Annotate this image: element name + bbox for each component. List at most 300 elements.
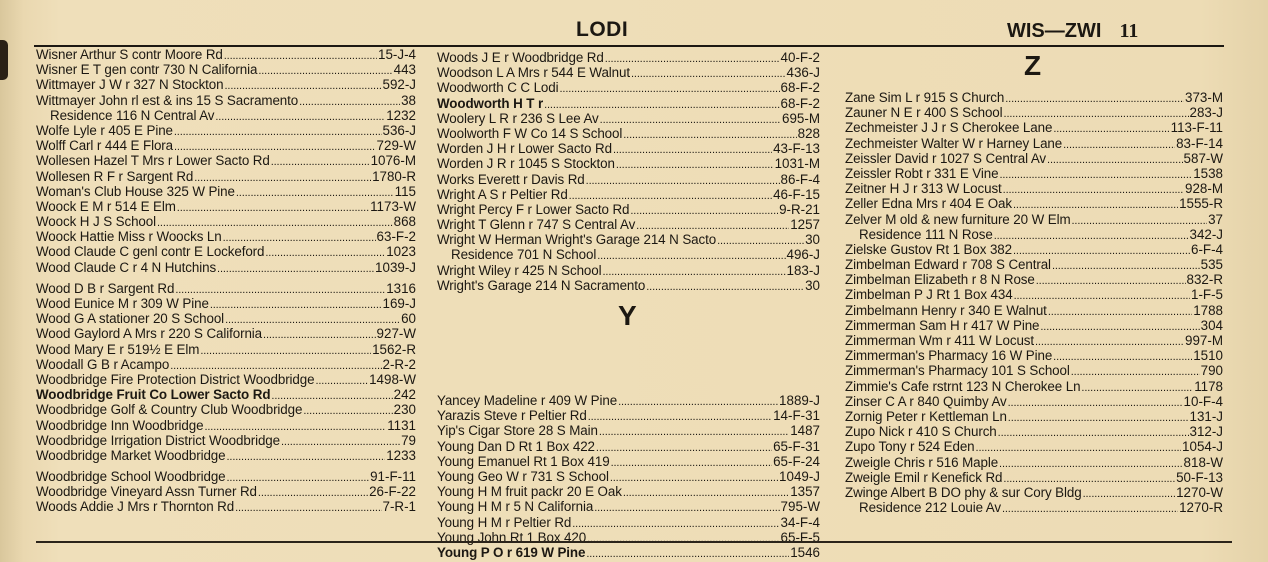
leader-dots bbox=[281, 433, 400, 448]
directory-entry bbox=[845, 409, 1223, 424]
directory-entry bbox=[437, 484, 820, 499]
leader-dots bbox=[596, 439, 772, 454]
entry-phone: 230 bbox=[393, 402, 416, 418]
directory-entry bbox=[437, 50, 820, 65]
directory-entry-residence bbox=[36, 108, 416, 123]
directory-entry bbox=[437, 232, 820, 247]
entry-name: Zimbelman Edward r 708 S Central bbox=[845, 257, 1051, 273]
entry-phone: 496-J bbox=[786, 247, 820, 263]
entry-name: Woodbridge Inn Woodbridge bbox=[36, 417, 204, 433]
entry-name: Woodson L A Mrs r 544 E Walnut bbox=[437, 65, 630, 81]
directory-entry bbox=[437, 126, 820, 141]
directory-column-3 bbox=[845, 90, 1223, 515]
leader-dots bbox=[1072, 212, 1208, 227]
entry-name: Woodbridge School Woodbridge bbox=[36, 469, 226, 485]
footer-rule bbox=[36, 541, 1232, 543]
directory-entry bbox=[437, 111, 820, 126]
entry-name: Woodbridge Irrigation District Woodbridge bbox=[36, 432, 280, 448]
directory-entry bbox=[36, 372, 416, 387]
leader-dots bbox=[224, 47, 377, 62]
leader-dots bbox=[1081, 379, 1193, 394]
section-letter-z: Z bbox=[1024, 50, 1042, 81]
entry-phone: 86-F-4 bbox=[780, 171, 820, 187]
entry-phone: 997-M bbox=[1185, 333, 1223, 348]
leader-dots bbox=[1052, 257, 1200, 272]
directory-entry bbox=[437, 545, 820, 560]
entry-name: Wright T Glenn r 747 S Central Av bbox=[437, 217, 636, 233]
entry-name: Residence 701 N School bbox=[451, 247, 597, 263]
entry-phone: 536-J bbox=[382, 122, 416, 138]
entry-name: Young Dan D Rt 1 Box 422 bbox=[437, 438, 595, 454]
leader-dots bbox=[227, 448, 386, 463]
page-number: 11 bbox=[1119, 20, 1139, 42]
entry-phone: 443 bbox=[393, 62, 416, 78]
leader-dots bbox=[597, 247, 785, 262]
entry-phone: 927-W bbox=[376, 326, 416, 342]
directory-entry bbox=[845, 348, 1223, 363]
directory-entry bbox=[437, 469, 820, 484]
entry-name: Zeitner H J r 313 W Locust bbox=[845, 181, 1002, 197]
leader-dots bbox=[217, 260, 374, 275]
leader-dots bbox=[999, 455, 1183, 470]
entry-phone: 14-F-31 bbox=[773, 408, 820, 424]
entry-phone: 1270-R bbox=[1179, 500, 1223, 516]
entry-name: Zeller Edna Mrs r 404 E Oak bbox=[845, 196, 1012, 212]
entry-name: Woock E M r 514 E Elm bbox=[36, 198, 176, 214]
directory-entry bbox=[437, 393, 820, 408]
leader-dots bbox=[994, 227, 1189, 242]
directory-entry bbox=[845, 151, 1223, 166]
entry-phone: 304 bbox=[1200, 317, 1223, 333]
entry-phone: 342-J bbox=[1189, 226, 1223, 242]
entry-name: Residence 111 N Rose bbox=[859, 226, 993, 242]
entry-phone: 1257 bbox=[790, 217, 820, 233]
entry-phone: 1510 bbox=[1193, 348, 1223, 364]
entry-name: Residence 116 N Central Av bbox=[50, 107, 215, 123]
entry-phone: 30 bbox=[805, 277, 820, 293]
entry-name: Zeissler David r 1027 S Central Av bbox=[845, 150, 1047, 166]
directory-entry bbox=[36, 433, 416, 448]
entry-name: Yancey Madeline r 409 W Pine bbox=[437, 393, 618, 408]
leader-dots bbox=[265, 244, 385, 259]
entry-name: Zielske Gustov Rt 1 Box 382 bbox=[845, 241, 1012, 257]
directory-entry bbox=[36, 469, 416, 484]
page-header-range-text: WIS—ZWI bbox=[1007, 20, 1102, 42]
entry-phone: 113-F-11 bbox=[1170, 120, 1223, 136]
entry-name: Woodbridge Golf & Country Club Woodbridge bbox=[36, 402, 303, 418]
leader-dots bbox=[1008, 394, 1183, 409]
entry-name: Woodworth C C Lodi bbox=[437, 80, 559, 96]
entry-phone: 37 bbox=[1208, 211, 1223, 227]
leader-dots bbox=[271, 387, 392, 402]
entry-phone: 38 bbox=[401, 92, 416, 108]
entry-phone: 535 bbox=[1200, 257, 1223, 273]
entry-phone: 1039-J bbox=[375, 259, 416, 275]
leader-dots bbox=[588, 408, 772, 423]
entry-phone: 373-M bbox=[1185, 90, 1223, 105]
leader-dots bbox=[1013, 196, 1178, 211]
leader-dots bbox=[1053, 120, 1169, 135]
leader-dots bbox=[315, 372, 368, 387]
directory-entry bbox=[36, 62, 416, 77]
directory-entry bbox=[437, 96, 820, 111]
directory-entry bbox=[437, 278, 820, 293]
entry-phone: 46-F-15 bbox=[773, 186, 820, 202]
directory-entry bbox=[36, 153, 416, 168]
entry-name: Wood Mary E r 519½ E Elm bbox=[36, 341, 200, 357]
entry-name: Young H M r 5 N California bbox=[437, 499, 594, 515]
leader-dots bbox=[170, 357, 381, 372]
entry-phone: 1498-W bbox=[369, 371, 416, 387]
leader-dots bbox=[1048, 303, 1192, 318]
entry-name: Wisner Arthur S contr Moore Rd bbox=[36, 47, 223, 62]
directory-entry bbox=[437, 65, 820, 80]
page-header-range bbox=[1007, 20, 1138, 43]
leader-dots bbox=[1004, 105, 1189, 120]
directory-entry bbox=[437, 454, 820, 469]
entry-phone: 1788 bbox=[1193, 302, 1223, 318]
leader-dots bbox=[618, 393, 778, 408]
leader-dots bbox=[1002, 500, 1178, 515]
entry-name: Zelver M old & new furniture 20 W Elm bbox=[845, 211, 1071, 227]
directory-entry bbox=[36, 326, 416, 341]
directory-entry bbox=[437, 187, 820, 202]
entry-name: Zornig Peter r Kettleman Ln bbox=[845, 408, 1007, 424]
leader-dots bbox=[1083, 485, 1176, 500]
directory-entry bbox=[845, 257, 1223, 272]
leader-dots bbox=[1003, 181, 1184, 196]
entry-name: Woodbridge Vineyard Assn Turner Rd bbox=[36, 484, 257, 500]
leader-dots bbox=[174, 123, 382, 138]
entry-name: Wollesen Hazel T Mrs r Lower Sacto Rd bbox=[36, 153, 270, 169]
leader-dots bbox=[1008, 409, 1189, 424]
entry-phone: 1049-J bbox=[779, 468, 820, 484]
directory-entry bbox=[437, 423, 820, 438]
entry-name: Wittmayer John rl est & ins 15 S Sacramento bbox=[36, 92, 299, 108]
directory-column-1 bbox=[36, 47, 416, 515]
entry-name: Zinser C A r 840 Quimby Av bbox=[845, 393, 1007, 409]
directory-entry bbox=[36, 138, 416, 153]
entry-phone: 1023 bbox=[386, 244, 416, 260]
entry-phone: 1538 bbox=[1193, 165, 1223, 181]
directory-entry bbox=[845, 272, 1223, 287]
leader-dots bbox=[258, 62, 392, 77]
leader-dots bbox=[227, 469, 370, 484]
entry-name: Worden J R r 1045 S Stockton bbox=[437, 156, 615, 172]
directory-entry bbox=[845, 379, 1223, 394]
entry-name: Wittmayer J W r 327 N Stockton bbox=[36, 77, 224, 93]
directory-entry bbox=[36, 214, 416, 229]
leader-dots bbox=[623, 126, 796, 141]
entry-phone: 242 bbox=[393, 387, 416, 403]
entry-name: Zupo Tony r 524 Eden bbox=[845, 439, 975, 455]
directory-entry bbox=[437, 80, 820, 95]
leader-dots bbox=[605, 50, 780, 65]
entry-name: Young Emanuel Rt 1 Box 419 bbox=[437, 453, 610, 469]
entry-phone: 9-R-21 bbox=[779, 201, 820, 217]
entry-name: Zupo Nick r 410 S Church bbox=[845, 424, 997, 440]
leader-dots bbox=[1013, 242, 1190, 257]
entry-phone: 1178 bbox=[1194, 378, 1223, 394]
entry-phone: 1233 bbox=[386, 447, 416, 463]
directory-entry bbox=[437, 515, 820, 530]
entry-phone: 1173-W bbox=[370, 198, 416, 214]
entry-name: Young P O r 619 W Pine bbox=[437, 544, 586, 560]
entry-phone: 183-J bbox=[786, 262, 820, 278]
directory-entry bbox=[845, 181, 1223, 196]
entry-phone: 436-J bbox=[786, 65, 820, 81]
entry-name: Woolery L R r 236 S Lee Av bbox=[437, 110, 599, 126]
directory-entry bbox=[36, 260, 416, 275]
entry-name: Wright A S r Peltier Rd bbox=[437, 186, 568, 202]
entry-name: Yip's Cigar Store 28 S Main bbox=[437, 423, 598, 439]
leader-dots bbox=[215, 108, 385, 123]
leader-dots bbox=[630, 202, 778, 217]
leader-dots bbox=[225, 311, 400, 326]
entry-phone: 26-F-22 bbox=[369, 484, 416, 500]
entry-phone: 1562-R bbox=[372, 341, 416, 357]
entry-name: Residence 212 Louie Av bbox=[859, 500, 1001, 516]
leader-dots bbox=[636, 217, 789, 232]
entry-name: Woock H J S School bbox=[36, 214, 157, 230]
entry-name: Wollesen R F r Sargent Rd bbox=[36, 168, 194, 184]
entry-phone: 1-F-5 bbox=[1191, 287, 1223, 303]
entry-phone: 868 bbox=[393, 214, 416, 230]
directory-entry bbox=[36, 184, 416, 199]
entry-name: Worden J H r Lower Sacto Rd bbox=[437, 141, 612, 157]
entry-name: Wood D B r Sargent Rd bbox=[36, 280, 175, 296]
directory-entry bbox=[36, 169, 416, 184]
entry-phone: 65-F-24 bbox=[773, 453, 820, 469]
entry-name: Woman's Club House 325 W Pine bbox=[36, 183, 235, 199]
leader-dots bbox=[263, 326, 376, 341]
leader-dots bbox=[200, 342, 371, 357]
entry-name: Wright Wiley r 425 N School bbox=[437, 262, 602, 278]
leader-dots bbox=[1063, 136, 1175, 151]
entry-phone: 40-F-2 bbox=[780, 50, 820, 65]
directory-entry bbox=[36, 281, 416, 296]
leader-dots bbox=[544, 96, 779, 111]
directory-entry bbox=[36, 484, 416, 499]
directory-entry bbox=[845, 394, 1223, 409]
leader-dots bbox=[1005, 90, 1184, 105]
entry-phone: 65-F-5 bbox=[780, 529, 820, 545]
directory-entry bbox=[845, 363, 1223, 378]
leader-dots bbox=[611, 454, 773, 469]
directory-entry bbox=[437, 217, 820, 232]
leader-dots bbox=[1036, 272, 1186, 287]
entry-name: Zimmerman's Pharmacy 101 S School bbox=[845, 363, 1070, 379]
entry-name: Woods Addie J Mrs r Thornton Rd bbox=[36, 499, 235, 515]
entry-phone: 283-J bbox=[1189, 105, 1223, 121]
directory-entry bbox=[36, 123, 416, 138]
directory-entry bbox=[36, 402, 416, 417]
directory-entry bbox=[845, 318, 1223, 333]
entry-name: Zauner N E r 400 S School bbox=[845, 105, 1003, 121]
entry-name: Wood Claude C r 4 N Hutchins bbox=[36, 259, 217, 275]
directory-entry bbox=[437, 439, 820, 454]
entry-name: Woolworth F W Co 14 S School bbox=[437, 125, 623, 141]
leader-dots bbox=[594, 499, 779, 514]
leader-dots bbox=[303, 402, 392, 417]
directory-entry bbox=[437, 408, 820, 423]
entry-phone: 1054-J bbox=[1182, 439, 1223, 455]
entry-name: Wright W Herman Wright's Garage 214 N Sacto bbox=[437, 232, 717, 248]
entry-name: Wolfe Lyle r 405 E Pine bbox=[36, 122, 173, 138]
entry-name: Woods J E r Woodbridge Rd bbox=[437, 50, 604, 65]
leader-dots bbox=[569, 187, 772, 202]
entry-phone: 828 bbox=[797, 125, 820, 141]
entry-phone: 1357 bbox=[790, 484, 820, 500]
directory-entry bbox=[845, 439, 1223, 454]
directory-entry bbox=[36, 229, 416, 244]
leader-dots bbox=[976, 439, 1182, 454]
entry-name: Zechmeister J J r S Cherokee Lane bbox=[845, 120, 1053, 136]
directory-entry bbox=[36, 311, 416, 326]
entry-phone: 10-F-4 bbox=[1183, 393, 1223, 409]
directory-entry bbox=[437, 141, 820, 156]
entry-phone: 131-J bbox=[1189, 408, 1223, 424]
entry-phone: 729-W bbox=[376, 138, 416, 154]
directory-entry bbox=[36, 357, 416, 372]
entry-name: Zeissler Robt r 331 E Vine bbox=[845, 165, 999, 181]
leader-dots bbox=[1014, 287, 1190, 302]
leader-dots bbox=[194, 169, 371, 184]
directory-entry bbox=[845, 196, 1223, 211]
entry-phone: 818-W bbox=[1183, 454, 1223, 470]
entry-phone: 312-J bbox=[1189, 424, 1223, 440]
entry-name: Wood Claude C genl contr E Lockeford bbox=[36, 244, 265, 260]
directory-entry bbox=[845, 333, 1223, 348]
leader-dots bbox=[1035, 333, 1184, 348]
directory-entry bbox=[845, 90, 1223, 105]
directory-entry bbox=[845, 470, 1223, 485]
directory-entry bbox=[36, 93, 416, 108]
entry-phone: 592-J bbox=[382, 77, 416, 93]
leader-dots bbox=[174, 138, 376, 153]
leader-dots bbox=[586, 172, 780, 187]
leader-dots bbox=[623, 484, 789, 499]
leader-dots bbox=[1071, 363, 1200, 378]
entry-name: Zimbelman P J Rt 1 Box 434 bbox=[845, 287, 1013, 303]
page-header-city: LODI bbox=[576, 18, 629, 41]
entry-name: Woodall G B r Acampo bbox=[36, 356, 170, 372]
entry-name: Woodbridge Market Woodbridge bbox=[36, 447, 226, 463]
leader-dots bbox=[157, 214, 393, 229]
entry-phone: 832-R bbox=[1186, 272, 1223, 288]
entry-name: Zwinge Albert B DO phy & sur Cory Bldg bbox=[845, 484, 1082, 500]
directory-entry bbox=[437, 263, 820, 278]
leader-dots bbox=[210, 296, 382, 311]
leader-dots bbox=[225, 77, 382, 92]
leader-dots bbox=[999, 166, 1192, 181]
leader-dots bbox=[646, 278, 804, 293]
leader-dots bbox=[631, 65, 786, 80]
directory-entry bbox=[437, 499, 820, 514]
entry-phone: 1131 bbox=[387, 417, 416, 433]
entry-name: Wood Eunice M r 309 W Pine bbox=[36, 296, 209, 311]
entry-name: Zimmerman Wm r 411 W Locust bbox=[845, 333, 1035, 348]
entry-name: Zweigle Emil r Kenefick Rd bbox=[845, 469, 1003, 485]
leader-dots bbox=[204, 418, 386, 433]
entry-phone: 1555-R bbox=[1179, 196, 1223, 212]
entry-phone: 1270-W bbox=[1176, 484, 1223, 500]
entry-phone: 6-F-4 bbox=[1191, 241, 1223, 257]
binding-edge bbox=[0, 40, 8, 80]
entry-phone: 7-R-1 bbox=[382, 499, 416, 515]
leader-dots bbox=[717, 232, 804, 247]
entry-phone: 1232 bbox=[386, 107, 416, 123]
entry-name: Wood Gaylord A Mrs r 220 S California bbox=[36, 326, 263, 342]
leader-dots bbox=[603, 263, 786, 278]
entry-name: Young John Rt 1 Box 420 bbox=[437, 529, 587, 545]
entry-phone: 790 bbox=[1200, 363, 1223, 379]
entry-phone: 695-M bbox=[782, 110, 820, 126]
entry-name: Young Geo W r 731 S School bbox=[437, 468, 609, 484]
entry-phone: 68-F-2 bbox=[780, 95, 820, 111]
leader-dots bbox=[271, 153, 370, 168]
w-section-list bbox=[437, 50, 820, 293]
entry-name: Wolff Carl r 444 E Flora bbox=[36, 138, 174, 154]
entry-name: Zimmie's Cafe rstrnt 123 N Cherokee Ln bbox=[845, 378, 1081, 394]
leader-dots bbox=[572, 515, 779, 530]
leader-dots bbox=[1053, 348, 1192, 363]
entry-phone: 928-M bbox=[1185, 181, 1223, 197]
entry-name: Zweigle Chris r 516 Maple bbox=[845, 454, 999, 470]
directory-entry bbox=[845, 166, 1223, 181]
entry-phone: 34-F-4 bbox=[780, 514, 820, 530]
leader-dots bbox=[258, 484, 368, 499]
entry-name: Zimbelmann Henry r 340 E Walnut bbox=[845, 302, 1047, 318]
entry-name: Woodworth H T r bbox=[437, 95, 544, 111]
leader-dots bbox=[236, 184, 394, 199]
directory-entry bbox=[36, 199, 416, 214]
entry-phone: 115 bbox=[394, 183, 416, 199]
entry-phone: 2-R-2 bbox=[382, 356, 416, 372]
leader-dots bbox=[610, 469, 778, 484]
entry-name: Zimbelman Elizabeth r 8 N Rose bbox=[845, 272, 1035, 288]
leader-dots bbox=[177, 199, 369, 214]
directory-entry bbox=[437, 202, 820, 217]
entry-phone: 50-F-13 bbox=[1176, 469, 1223, 485]
directory-entry bbox=[845, 212, 1223, 227]
entry-name: Young H M r Peltier Rd bbox=[437, 514, 572, 530]
leader-dots bbox=[600, 111, 781, 126]
directory-entry bbox=[845, 105, 1223, 120]
leader-dots bbox=[1003, 470, 1175, 485]
leader-dots bbox=[223, 229, 376, 244]
entry-name: Works Everett r Davis Rd bbox=[437, 171, 585, 187]
directory-entry-residence bbox=[437, 247, 820, 262]
directory-entry bbox=[36, 77, 416, 92]
entry-name: Zechmeister Walter W r Harney Lane bbox=[845, 135, 1063, 151]
leader-dots bbox=[1047, 151, 1183, 166]
directory-entry bbox=[845, 485, 1223, 500]
directory-entry bbox=[437, 172, 820, 187]
directory-entry bbox=[36, 47, 416, 62]
leader-dots bbox=[599, 423, 789, 438]
directory-entry bbox=[845, 455, 1223, 470]
directory-entry-residence bbox=[845, 500, 1223, 515]
leader-dots bbox=[299, 93, 400, 108]
leader-dots bbox=[998, 424, 1189, 439]
directory-entry bbox=[36, 296, 416, 311]
entry-name: Woock Hattie Miss r Woocks Ln bbox=[36, 229, 222, 245]
entry-phone: 587-W bbox=[1183, 150, 1223, 166]
entry-phone: 63-F-2 bbox=[376, 229, 416, 245]
entry-phone: 1487 bbox=[790, 423, 820, 439]
entry-name: Wright Percy F r Lower Sacto Rd bbox=[437, 201, 630, 217]
